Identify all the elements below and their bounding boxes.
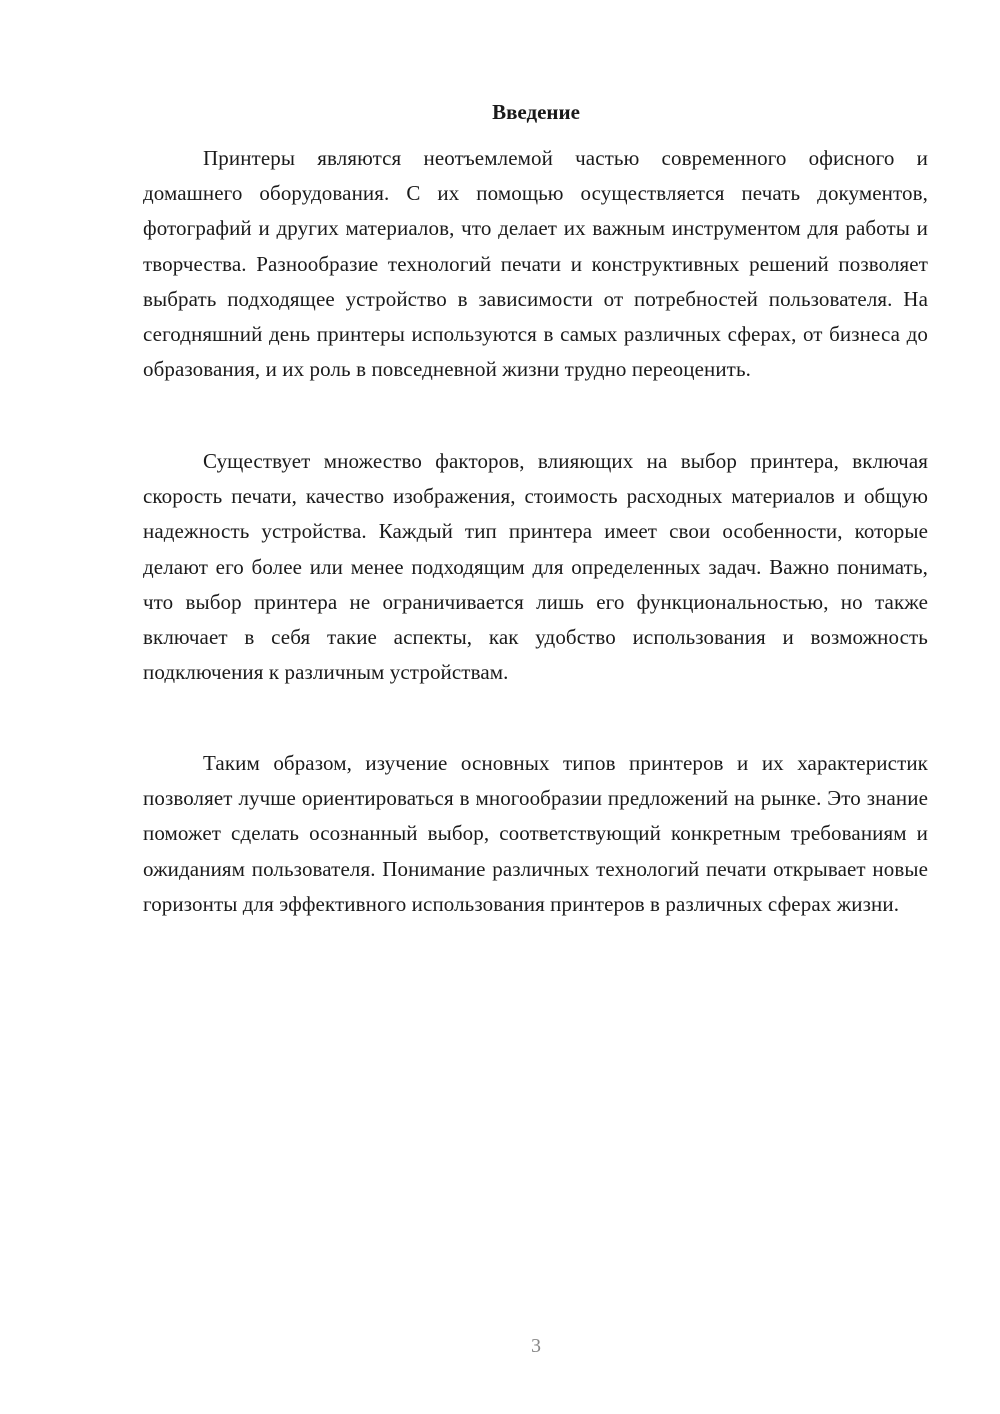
section-title: Введение xyxy=(492,100,580,124)
page-number: 3 xyxy=(531,1335,541,1357)
paragraph-3: Таким образом, изучение основных типов принтеров и их характеристик позволяет лучше ориентироваться в многообразии предложений на рынке. Это знание поможет сделать осознанный выбор, соответствующий конкретным требованиям и ожиданиям пользователя. Понимание различных технологий печати открывает новые горизонты для эффективного использования принтеров в различных сферах жизни. xyxy=(143,751,928,916)
paragraph-2: Существует множество факторов, влияющих на выбор принтера, включая скорость печати, качество изображения, стоимость расходных материалов и общую надежность устройства. Каждый тип принтера имеет свои особенности, которые делают его более или менее подходящим для определенных задач. Важно понимать, что выбор принтера не ограничивается лишь его функциональностью, но также включает в себя такие аспекты, как удобство использования и возможность подключения к различным устройствам. xyxy=(143,449,928,685)
paragraph-1: Принтеры являются неотъемлемой частью современного офисного и домашнего оборудования. С их помощью осуществляется печать документов, фотографий и других материалов, что делает их важным инструментом для работы и творчества. Разнообразие технологий печати и конструктивных решений позволяет выбрать подходящее устройство в зависимости от потребностей пользователя. На сегодняшний день принтеры используются в самых различных сферах, от бизнеса до образования, и их роль в повседневной жизни трудно переоценить. xyxy=(143,146,928,382)
